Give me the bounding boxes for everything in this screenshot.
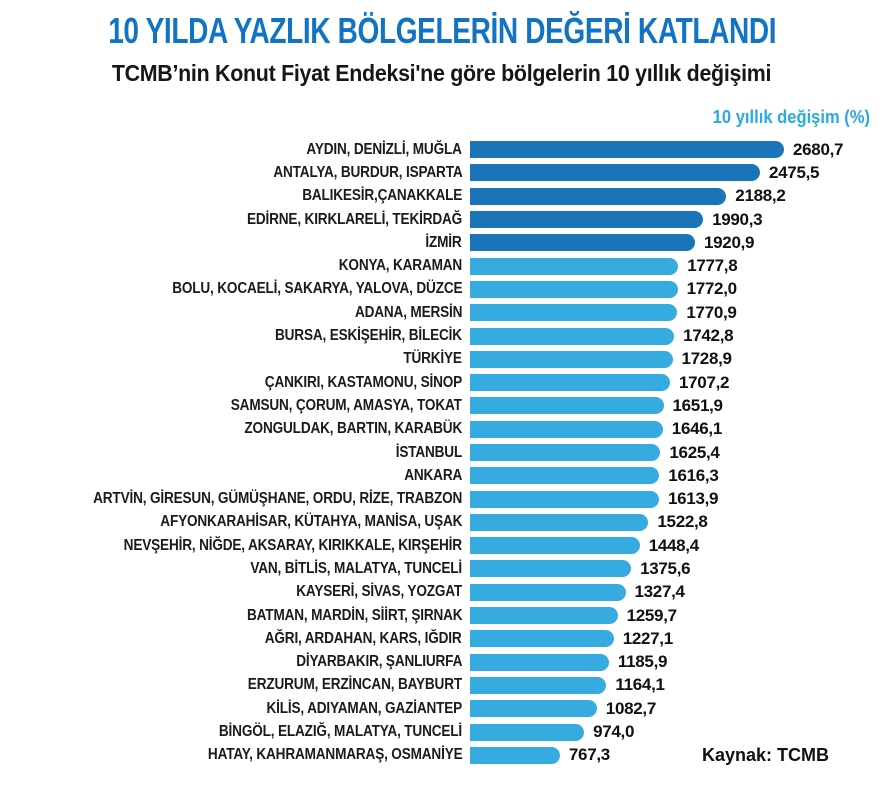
value-bar: [470, 188, 726, 205]
value-label: 1164,1: [615, 675, 665, 695]
bar-area: [470, 303, 884, 323]
value-label: 767,3: [568, 745, 610, 765]
bar-area: [470, 210, 884, 230]
value-axis-label-wrap: [0, 107, 884, 129]
chart-row: [0, 534, 884, 557]
chart-row: [0, 604, 884, 627]
region-label: [0, 304, 470, 322]
region-label: [0, 467, 470, 485]
region-label-text: ANTALYA, BURDUR, ISPARTA: [272, 163, 462, 181]
value-label: 1920,9: [704, 232, 755, 252]
value-bar: [470, 211, 703, 228]
region-label: [0, 653, 470, 671]
value-label: 1742,8: [683, 326, 734, 346]
value-bar: [470, 491, 659, 508]
value-label: 1613,9: [668, 489, 719, 509]
value-label: 1327,4: [634, 582, 685, 602]
region-label-text: BATMAN, MARDİN, SİİRT, ŞIRNAK: [246, 606, 462, 624]
chart-row: [0, 324, 884, 347]
value-bar: [470, 304, 677, 321]
chart-row: [0, 231, 884, 254]
bar-area: [470, 629, 884, 649]
region-label: [0, 700, 470, 718]
chart-row: [0, 394, 884, 417]
region-label: [0, 537, 470, 555]
value-label: 1990,3: [712, 209, 763, 229]
value-bar: [470, 607, 618, 624]
chart-row: [0, 651, 884, 674]
region-label-text: ADANA, MERSİN: [354, 303, 462, 321]
bar-area: [470, 722, 884, 742]
region-label-text: AFYONKARAHİSAR, KÜTAHYA, MANİSA, UŞAK: [160, 513, 462, 531]
bar-area: [470, 675, 884, 695]
region-label: [0, 327, 470, 345]
region-label-text: AYDIN, DENİZLİ, MUĞLA: [306, 140, 462, 158]
value-bar: [470, 584, 626, 601]
chart-row: [0, 697, 884, 720]
region-label-text: AĞRI, ARDAHAN, KARS, IĞDIR: [265, 629, 462, 647]
value-label: 2475,5: [769, 162, 820, 182]
region-label: [0, 444, 470, 462]
value-axis-label: 10 yıllık değişim (%): [712, 107, 870, 127]
region-label: [0, 350, 470, 368]
region-label: [0, 420, 470, 438]
region-label-text: ZONGULDAK, BARTIN, KARABÜK: [244, 420, 462, 438]
value-label: 974,0: [593, 722, 635, 742]
bar-area: [470, 233, 884, 253]
region-label: [0, 630, 470, 648]
region-label: [0, 141, 470, 159]
chart-row: [0, 557, 884, 580]
region-label: [0, 257, 470, 275]
value-bar: [470, 281, 678, 298]
value-bar: [470, 141, 784, 158]
bar-area: [470, 140, 884, 160]
region-label: [0, 746, 470, 764]
chart-title: [0, 0, 884, 52]
value-bar: [470, 630, 614, 647]
chart-row: [0, 674, 884, 697]
chart-row: [0, 464, 884, 487]
region-label-text: VAN, BİTLİS, MALATYA, TUNCELİ: [250, 559, 462, 577]
region-label: [0, 187, 470, 205]
region-label: [0, 280, 470, 298]
region-label-text: NEVŞEHİR, NİĞDE, AKSARAY, KIRIKKALE, KIRŞEHİR: [123, 536, 462, 554]
bar-area: [470, 652, 884, 672]
chart-row: [0, 627, 884, 650]
region-label: [0, 723, 470, 741]
value-bar: [470, 234, 695, 251]
chart-row: [0, 441, 884, 464]
bar-area: [470, 559, 884, 579]
value-label: 1651,9: [672, 395, 723, 415]
bar-area: [470, 186, 884, 206]
value-label: 1728,9: [681, 349, 732, 369]
chart-row: [0, 254, 884, 277]
value-bar: [470, 397, 664, 414]
region-label-text: ANKARA: [404, 466, 462, 484]
chart-row: [0, 278, 884, 301]
bar-area: [470, 489, 884, 509]
value-bar: [470, 654, 609, 671]
value-label: 2188,2: [735, 186, 786, 206]
region-label: [0, 397, 470, 415]
region-label-text: DİYARBAKIR, ŞANLIURFA: [296, 653, 462, 671]
chart-row: [0, 301, 884, 324]
bar-area: [470, 256, 884, 276]
chart-subtitle: [0, 60, 884, 87]
value-bar: [470, 747, 560, 764]
value-label: 1770,9: [686, 302, 737, 322]
region-label-text: KİLİS, ADIYAMAN, GAZİANTEP: [266, 699, 462, 717]
region-label: [0, 676, 470, 694]
region-label-text: KAYSERİ, SİVAS, YOZGAT: [296, 583, 462, 601]
chart-row: [0, 138, 884, 161]
chart-row: [0, 348, 884, 371]
bar-area: [470, 699, 884, 719]
region-label-text: TÜRKİYE: [403, 350, 462, 368]
value-label: 1375,6: [640, 558, 691, 578]
value-bar: [470, 724, 584, 741]
chart-row: [0, 418, 884, 441]
value-label: 1082,7: [605, 698, 656, 718]
bar-area: [470, 582, 884, 602]
region-label: [0, 164, 470, 182]
region-label: [0, 490, 470, 508]
value-bar: [470, 421, 663, 438]
value-label: 1646,1: [671, 419, 722, 439]
region-label: [0, 234, 470, 252]
region-label-text: HATAY, KAHRAMANMARAŞ, OSMANİYE: [207, 746, 462, 764]
region-label-text: İSTANBUL: [395, 443, 462, 461]
region-label-text: KONYA, KARAMAN: [338, 257, 462, 275]
chart-row: [0, 487, 884, 510]
region-label-text: EDİRNE, KIRKLARELİ, TEKİRDAĞ: [246, 210, 462, 228]
chart-row: [0, 371, 884, 394]
chart-row: [0, 581, 884, 604]
bar-area: [470, 466, 884, 486]
region-label: [0, 607, 470, 625]
value-bar: [470, 467, 659, 484]
region-label-text: ERZURUM, ERZİNCAN, BAYBURT: [247, 676, 462, 694]
value-bar: [470, 700, 597, 717]
value-bar: [470, 560, 631, 577]
chart-subtitle-text: TCMB’nin Konut Fiyat Endeksi'ne göre bölgelerin 10 yıllık değişimi: [112, 60, 772, 86]
value-bar: [470, 328, 674, 345]
region-label-text: SAMSUN, ÇORUM, AMASYA, TOKAT: [231, 396, 462, 414]
bar-chart: [0, 138, 884, 767]
bar-area: [470, 512, 884, 532]
chart-row: [0, 511, 884, 534]
value-label: 1448,4: [648, 535, 699, 555]
bar-area: [470, 419, 884, 439]
region-label-text: BİNGÖL, ELAZIĞ, MALATYA, TUNCELİ: [218, 723, 462, 741]
region-label: [0, 211, 470, 229]
value-label: 2680,7: [793, 139, 844, 159]
region-label-text: BURSA, ESKİŞEHİR, BİLECİK: [275, 327, 462, 345]
bar-area: [470, 163, 884, 183]
bar-area: [470, 326, 884, 346]
bar-area: [470, 396, 884, 416]
value-label: 1777,8: [687, 256, 738, 276]
region-label: [0, 560, 470, 578]
bar-area: [470, 606, 884, 626]
bar-area: [470, 536, 884, 556]
region-label: [0, 374, 470, 392]
value-label: 1259,7: [626, 605, 677, 625]
region-label-text: BALIKESİR,ÇANAKKALE: [302, 187, 462, 205]
value-bar: [470, 514, 648, 531]
region-label-text: ÇANKIRI, KASTAMONU, SİNOP: [264, 373, 462, 391]
region-label-text: İZMİR: [425, 233, 462, 251]
chart-row: [0, 208, 884, 231]
value-bar: [470, 164, 760, 181]
value-label: 1522,8: [657, 512, 708, 532]
bar-area: [470, 373, 884, 393]
value-bar: [470, 677, 606, 694]
chart-row: [0, 161, 884, 184]
value-label: 1772,0: [686, 279, 737, 299]
region-label-text: BOLU, KOCAELİ, SAKARYA, YALOVA, DÜZCE: [171, 280, 462, 298]
source-note: Kaynak: TCMB: [701, 745, 829, 765]
value-label: 1227,1: [622, 628, 673, 648]
value-bar: [470, 444, 660, 461]
bar-area: [470, 349, 884, 369]
region-label: [0, 583, 470, 601]
value-bar: [470, 537, 640, 554]
chart-row: [0, 720, 884, 743]
chart-row: [0, 185, 884, 208]
value-bar: [470, 351, 673, 368]
value-label: 1616,3: [668, 465, 719, 485]
value-bar: [470, 374, 670, 391]
region-label-text: ARTVİN, GİRESUN, GÜMÜŞHANE, ORDU, RİZE, TRABZON: [92, 490, 462, 508]
region-label: [0, 513, 470, 531]
value-label: 1185,9: [617, 652, 668, 672]
value-bar: [470, 258, 678, 275]
bar-area: [470, 279, 884, 299]
value-label: 1625,4: [669, 442, 720, 462]
value-label: 1707,2: [679, 372, 730, 392]
chart-title-text: 10 YILDA YAZLIK BÖLGELERİN DEĞERİ KATLANDI: [107, 10, 777, 51]
bar-area: [470, 443, 884, 463]
